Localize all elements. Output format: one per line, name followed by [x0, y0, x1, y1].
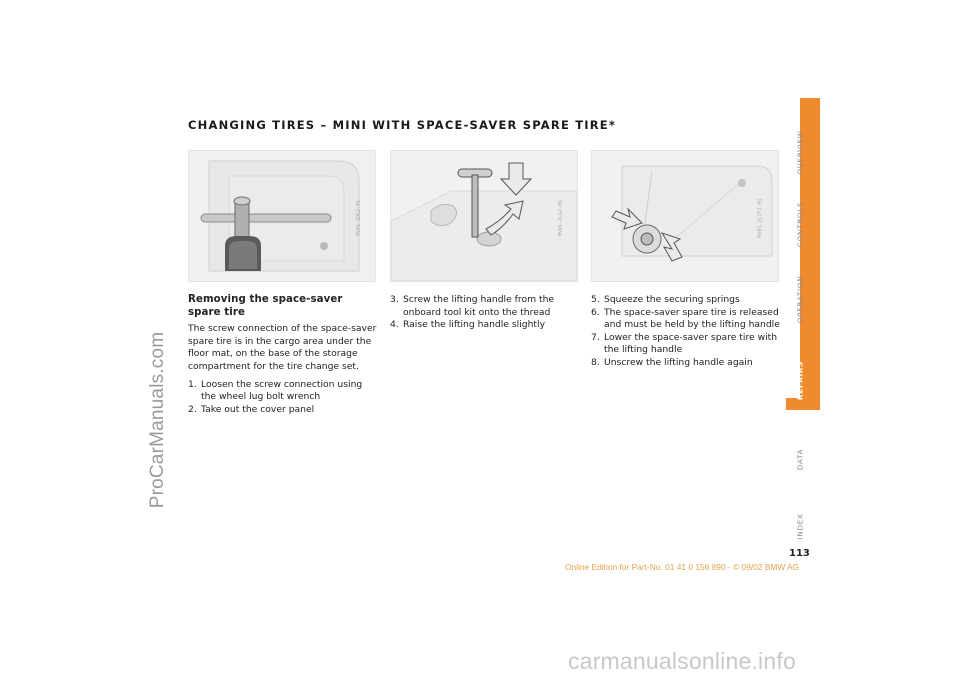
section-intro: The screw connection of the space-saver spare tire is in the cargo area under the floor mat, on the base of the storage compartment for the tire change set.: [188, 323, 377, 372]
watermark-procarmanuals: ProCarManuals.com: [147, 331, 168, 509]
step-item: 8. Unscrew the lifting handle again: [591, 356, 753, 368]
step-item: 4. Raise the lifting handle slightly: [390, 319, 546, 331]
steps-list-1: [188, 379, 378, 417]
figure-securing-springs: [591, 150, 779, 282]
text-column-1: [188, 294, 378, 416]
edition-footer: Online Edition for Part-No. 01 41 0 156 890 - © 09/02 BMW AG: [565, 562, 800, 572]
step-item: 6. The space-saver spare tire is released and must be held by the lifting handle: [591, 306, 780, 331]
text-column-3: [591, 294, 781, 370]
step-item: 5. Squeeze the securing springs: [591, 294, 740, 305]
step-item: 3. Screw the lifting handle from the onboard tool kit onto the thread: [390, 294, 555, 318]
figure-code: MV01-2LGJ.M1: [557, 199, 564, 237]
page-number: 113: [789, 548, 810, 559]
text-column-2: [390, 294, 580, 332]
page-title: CHANGING TIRES – MINI WITH SPACE-SAVER SPARE TIRE*: [188, 118, 617, 132]
steps-list-2: [390, 294, 580, 332]
step-item: 1. Loosen the screw connection using the wheel lug bolt wrench: [188, 378, 363, 403]
lug-wrench-illustration: [189, 151, 375, 281]
figure-lifting-handle: [390, 150, 578, 282]
steps-list-3: [591, 294, 781, 370]
tab-repairs[interactable]: REPAIRS: [795, 360, 805, 401]
securing-springs-illustration: [592, 151, 778, 281]
tab-overview[interactable]: OVERVIEW: [795, 130, 805, 175]
lifting-handle-illustration: [391, 151, 577, 281]
step-item: 7. Lower the space-saver spare tire with the lifting handle: [591, 331, 778, 356]
watermark-carmanualsonline: carmanualsonline.info: [568, 648, 796, 674]
figure-lug-wrench: [188, 150, 376, 282]
tab-index[interactable]: INDEX: [795, 513, 805, 540]
section-heading: Removing the space-saver spare tire: [188, 294, 343, 318]
tab-operation[interactable]: OPERATION: [795, 275, 805, 324]
step-item: 2. Take out the cover panel: [188, 403, 315, 415]
figure-code: MV01-2DGJ.M1: [355, 199, 362, 237]
figure-code: MV01-2LTFJ.M1: [757, 198, 764, 238]
tab-data[interactable]: DATA: [795, 448, 805, 471]
tab-controls[interactable]: CONTROLS: [795, 201, 805, 248]
